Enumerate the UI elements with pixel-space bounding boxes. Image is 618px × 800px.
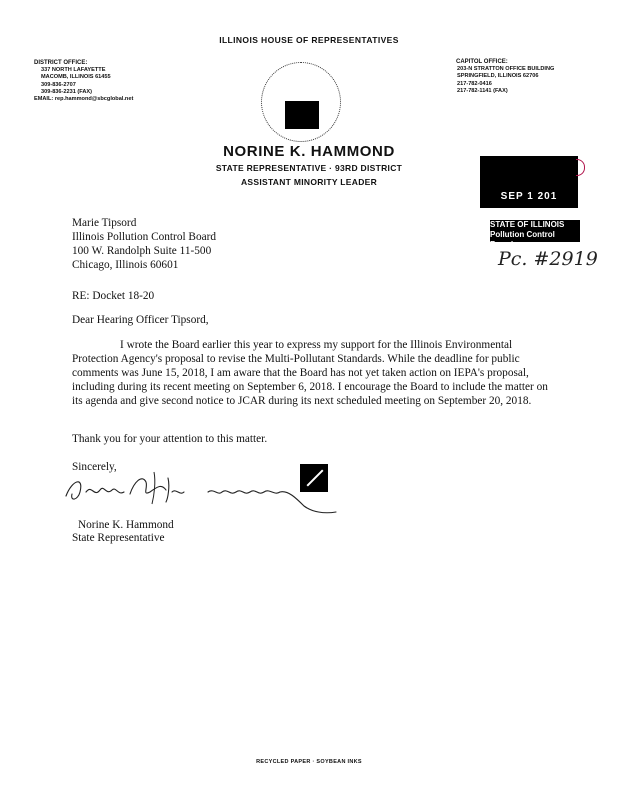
district-office-line: MACOMB, ILLINOIS 61455	[41, 74, 111, 81]
closing: Sincerely,	[72, 461, 117, 473]
district-office-line: 337 NORTH LAFAYETTE	[41, 67, 106, 74]
capitol-office-heading: CAPITOL OFFICE:	[456, 59, 508, 65]
capitol-office-block	[456, 59, 554, 95]
board-stamp	[490, 220, 580, 249]
signer-title: State Representative	[72, 532, 165, 544]
recipient-line: 100 W. Randolph Suite 11-500	[72, 245, 212, 257]
received-stamp-date: SEP 1 201	[500, 191, 558, 202]
signature-mark-icon	[300, 464, 328, 492]
recipient-line: Illinois Pollution Control Board	[72, 231, 217, 243]
stamp-bracket-mark	[576, 159, 585, 176]
representative-subtitle: ASSISTANT MINORITY LEADER	[240, 177, 378, 187]
board-stamp-line: Pollution Control Board	[490, 230, 555, 249]
footer-note: RECYCLED PAPER · SOYBEAN INKS	[256, 759, 362, 765]
salutation: Dear Hearing Officer Tipsord,	[72, 314, 209, 326]
recipient-line: Marie Tipsord	[72, 217, 137, 229]
house-title: ILLINOIS HOUSE OF REPRESENTATIVES	[219, 35, 399, 45]
recipient-address	[72, 216, 216, 272]
district-office-block	[34, 60, 133, 103]
representative-name: NORINE K. HAMMOND	[223, 143, 395, 160]
capitol-office-line: 217-782-1141 (FAX)	[457, 87, 508, 94]
signer-name: Norine K. Hammond	[78, 519, 174, 531]
letter-body: I wrote the Board earlier this year to express my support for the Illinois Environmental Protection Agency's proposal to revise the Multi-Pollutant Standards. While the deadline for public comments was June 15, 2018, I am aware that the Board has not yet taken action on IEPA's proposal, including during its recent meeting on September 6, 2018. I encourage the Board to include the matter on its agenda and give second notice to JCAR during its next scheduled meeting on September 20, 2018.	[72, 339, 548, 407]
capitol-office-line: SPRINGFIELD, ILLINOIS 62706	[457, 73, 539, 80]
thanks-line: Thank you for your attention to this matter.	[72, 433, 268, 445]
district-office-email: EMAIL: rep.hammond@sbcglobal.net	[34, 96, 134, 103]
seal-redaction-block	[285, 101, 319, 129]
district-office-line: 309-836-2231 (FAX)	[41, 88, 92, 95]
board-stamp-line: STATE OF ILLINOIS	[490, 220, 565, 229]
capitol-office-line: 203-N STRATTON OFFICE BUILDING	[457, 66, 555, 73]
district-office-line: 309-836-2707	[41, 81, 76, 88]
recipient-line: Chicago, Illinois 60601	[72, 259, 179, 271]
received-stamp	[480, 156, 578, 208]
re-line: RE: Docket 18-20	[72, 290, 155, 302]
district-office-heading: DISTRICT OFFICE:	[34, 60, 88, 66]
public-comment-note: Pc. #2919	[498, 248, 598, 270]
capitol-office-line: 217-782-0416	[457, 80, 492, 87]
representative-title: STATE REPRESENTATIVE · 93RD DISTRICT	[215, 163, 403, 173]
